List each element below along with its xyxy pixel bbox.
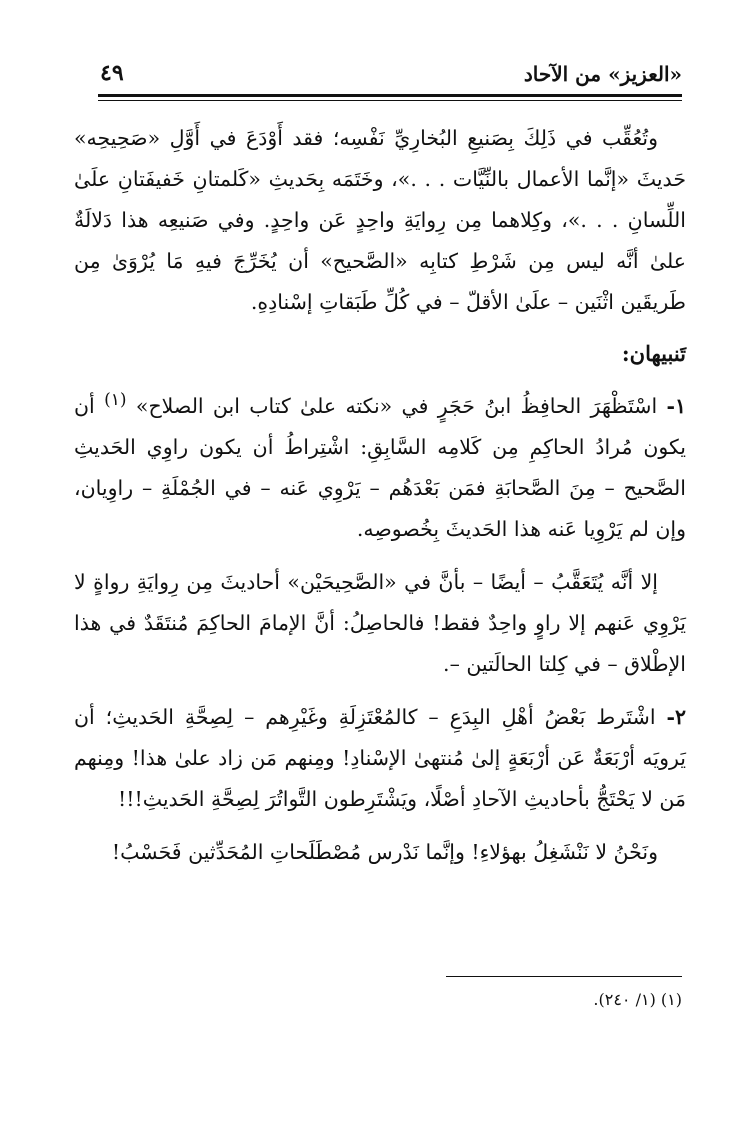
page-header [98, 58, 682, 92]
closing-paragraph: ونَحْنُ لا نَنْشَغِلُ بهؤلاءِ! وإنَّما نَدْرس مُصْطَلَحاتِ المُحَدِّثين فَحَسْبُ! [111, 839, 658, 864]
note-two-number: ٢- [666, 704, 686, 729]
page-number: ٤٩ [100, 60, 124, 86]
note-one-number: ١- [666, 393, 686, 418]
note-two-text: اشْتَرط بَعْضُ أهْلِ البِدَعِ – كالمُعْتَزِلَةِ وغَيْرِهم – لِصِحَّةِ الحَديثِ؛ أن يَرويَه أرْبَعَةٌ عَن أرْبَعَةٍ إلىٰ مُنتهىٰ الإسْنادِ! ومِنهم مَن زاد علىٰ هذا! ومِنهم مَن لا يَحْتَجُّ بأحاديثِ الآحادِ أصْلًا، ويَشْتَرِطون التَّواتُرَ لِصِحَّةِ الحَديثِ!!! [74, 704, 686, 811]
note-one-continuation: إلا أنَّه يُتَعَقَّبُ – أيضًا – بأنَّ في «الصَّحِيحَيْن» أحاديثَ مِن رِوايَةِ رواةٍ لا يَرْوِي عَنهم إلا راوٍ واحِدٌ فقط! فالحاصِلُ: أنَّ الإمامَ الحاكِمَ مُنتَقَدٌ في هذا الإطْلاق – في كِلتا الحالَتين –. [74, 569, 686, 676]
note-one [74, 380, 686, 550]
header-rule-thin [98, 100, 682, 101]
footnote-reference[interactable]: (١) [104, 390, 127, 410]
note-one-text-a: اسْتَظْهَرَ الحافِظُ ابنُ حَجَرٍ في «نكته علىٰ كتاب ابن الصلاح» [135, 393, 667, 418]
header-rule-thick [98, 94, 682, 97]
running-title: «العزيز» من الآحاد [523, 62, 682, 86]
note-two [74, 697, 686, 820]
footnote: (١) (١/ ٢٤٠). [593, 990, 682, 1009]
note-one-text-b: أن يكون مُرادُ الحاكِمِ مِن كَلامِه السَّابِقِ: اشْتِراطُ أن يكون راوِي الحَديثِ الصَّحيح – مِنَ الصَّحابَةِ فمَن بَعْدَهُم – يَرْوِي عَنه – في الجُمْلَةِ – راوِيان، وإن لم يَرْوِيا عَنه هذا الحَديثَ بِخُصوصِه. [74, 393, 686, 541]
paragraph-bukhari: وتُعُقِّب في ذَلِكَ بِصَنيعِ البُخارِيِّ نَفْسِه؛ فقد أَوْدَعَ في أَوَّلِ «صَحِيحِه» حَديثَ «إنَّما الأعمال بالنِّيَّات . . .»، وخَتَمَه بِحَديثِ «كَلمتانِ خَفيفَتانِ علَىٰ اللِّسانِ . . .»، وكِلاهما مِن رِوايَةِ واحِدٍ عَن واحِدٍ. وفي صَنيعِه هذا دَلالَةٌ علىٰ أنَّه ليس مِن شَرْطِ كتابِه «الصَّحيح» أن يُخَرِّجَ فيهِ مَا يُرْوَىٰ مِن طَريقَين اثْنَين – علَىٰ الأقلّ – في كُلِّ طَبَقاتِ إسْنادِهِ. [74, 126, 686, 314]
footnote-separator [446, 976, 682, 977]
main-text [74, 118, 686, 873]
section-heading: تَنبيهان: [621, 341, 686, 366]
